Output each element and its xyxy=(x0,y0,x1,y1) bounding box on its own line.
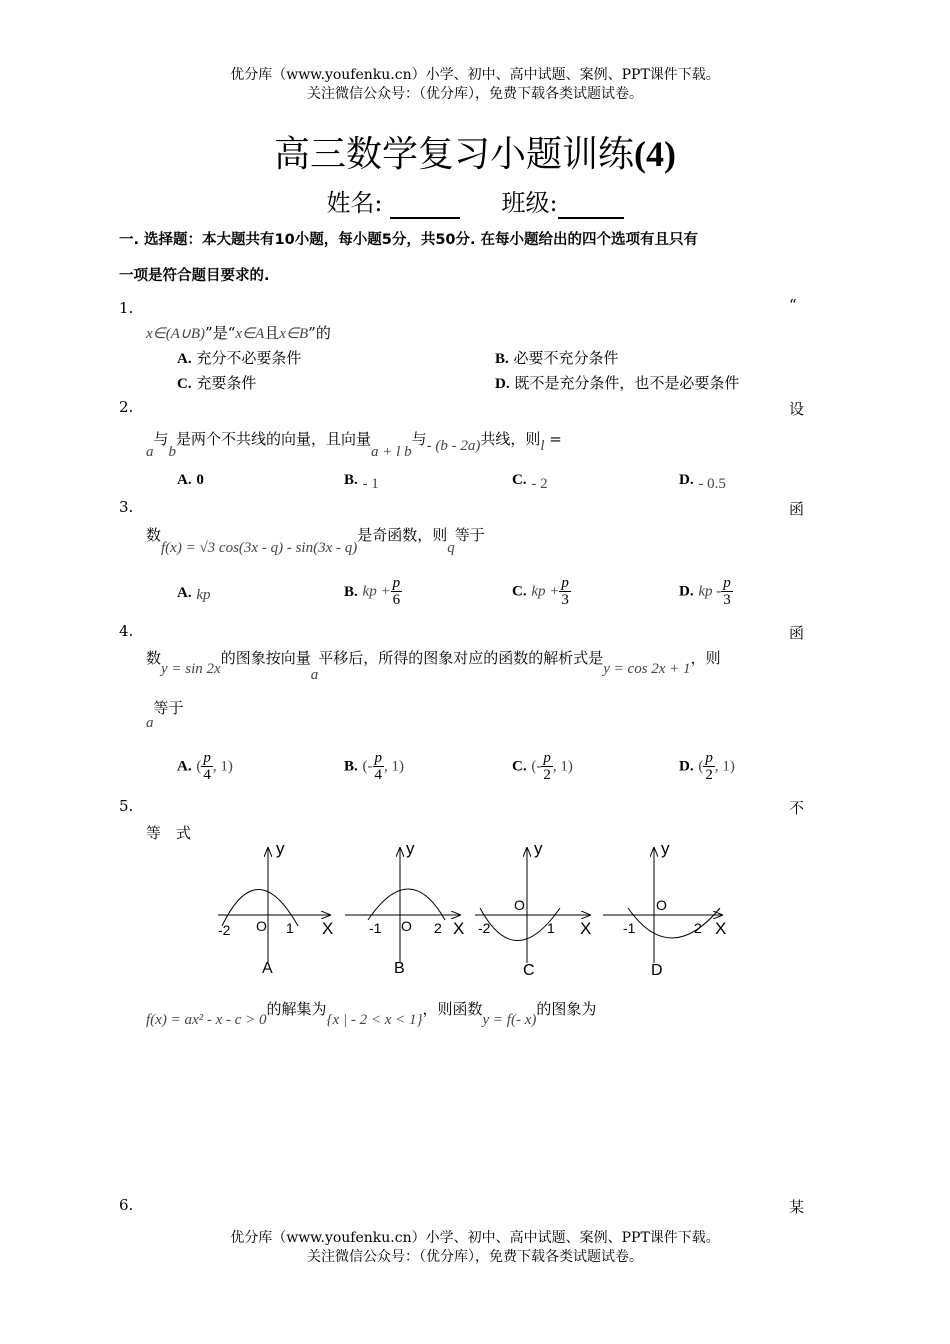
option-d[interactable] xyxy=(495,372,739,393)
question-number: 3. xyxy=(119,498,134,516)
question-lead: 不 xyxy=(789,799,805,817)
option-label: A. xyxy=(177,351,192,367)
option-text: 0 xyxy=(196,472,204,488)
x-axis-label: X xyxy=(580,919,592,938)
option-a[interactable] xyxy=(177,347,301,368)
math-expression: - (b - 2a) xyxy=(426,438,481,454)
math-expression: f(x) = ax² - x - c > 0 xyxy=(146,1012,267,1028)
stem-text: 的解集为 xyxy=(266,1000,327,1018)
stem-text: 等于 xyxy=(454,526,485,544)
math-expression: l xyxy=(540,438,545,454)
math-expression: x∈(A∪B) xyxy=(146,326,206,342)
x-axis-label: X xyxy=(715,919,727,938)
graph-label: D xyxy=(651,962,663,979)
option-text: , 1) xyxy=(552,758,573,775)
graph-c[interactable] xyxy=(475,839,591,979)
option-a[interactable] xyxy=(177,583,211,602)
student-info xyxy=(0,183,950,219)
math-expression: q xyxy=(447,540,455,556)
option-text: - 0.5 xyxy=(698,476,726,492)
tick-label: 1 xyxy=(286,920,294,936)
option-b[interactable] xyxy=(495,347,619,368)
fraction: $\frac{p}{3}$ xyxy=(723,575,731,608)
option-c[interactable] xyxy=(177,372,256,393)
option-d[interactable] xyxy=(679,575,733,608)
tick-label: -2 xyxy=(218,922,231,938)
graph-label: C xyxy=(523,962,535,979)
question-stem xyxy=(146,428,562,460)
question-lead: “ xyxy=(789,296,797,314)
stem-text: ”的 xyxy=(308,324,331,342)
question-number: 2. xyxy=(119,398,134,416)
origin-label: O xyxy=(656,897,667,913)
math-expression: y = cos 2x + 1 xyxy=(603,661,691,677)
option-label: D. xyxy=(679,758,694,775)
option-a[interactable] xyxy=(177,470,204,489)
stem-text: 是奇函数，则 xyxy=(357,526,448,544)
math-expression: a + l b xyxy=(371,444,412,460)
answer-graphs xyxy=(210,838,740,983)
option-label: D. xyxy=(679,472,694,488)
origin-label: O xyxy=(256,918,267,934)
option-c[interactable] xyxy=(512,470,548,492)
stem-text: 数 xyxy=(146,649,162,667)
option-label: B. xyxy=(344,758,358,775)
tick-label: -2 xyxy=(478,920,491,936)
question-lead: 函 xyxy=(789,624,805,642)
option-label: B. xyxy=(344,583,358,600)
option-text: 既不是充分条件，也不是必要条件 xyxy=(514,374,740,392)
question-stem-2 xyxy=(146,998,597,1028)
option-label: C. xyxy=(512,472,527,488)
question-number: 1. xyxy=(119,299,134,317)
tick-label: 1 xyxy=(547,920,555,936)
stem-text: 且 xyxy=(264,324,280,342)
option-b[interactable] xyxy=(344,750,404,783)
option-b[interactable] xyxy=(344,470,379,492)
stem-text: 数 xyxy=(146,526,162,544)
option-text: , 1) xyxy=(212,758,233,775)
option-text: 必要不充分条件 xyxy=(513,349,619,367)
name-label: 姓名: xyxy=(326,189,383,217)
tick-label: 2 xyxy=(694,920,702,936)
option-label: D. xyxy=(495,376,510,392)
tick-label: -1 xyxy=(369,920,382,936)
math-expression: x∈B xyxy=(279,326,309,342)
stem-text: 共线，则 xyxy=(480,430,541,448)
y-axis-label: y xyxy=(534,839,543,858)
option-text: 充要条件 xyxy=(196,374,257,392)
math-expression: a xyxy=(310,667,319,683)
option-text: kp - xyxy=(698,583,722,600)
question-stem xyxy=(146,322,331,343)
option-text: - 1 xyxy=(362,476,379,492)
option-text: kp + xyxy=(531,583,560,600)
stem-text: 等于 xyxy=(153,699,184,717)
fraction: $\frac{p}{4}$ xyxy=(203,750,211,783)
y-axis-label: y xyxy=(661,839,670,858)
option-text: kp xyxy=(196,587,211,603)
math-expression: b xyxy=(168,444,177,460)
footer-line-2: 关注微信公众号：（优分库），免费下载各类试题试卷。 xyxy=(307,1249,643,1265)
footer-line-1: 优分库（www.youfenku.cn）小学、初中、高中试题、案例、PPT课件下载。 xyxy=(230,1230,720,1246)
math-expression: y = f(- x) xyxy=(482,1012,537,1028)
tick-label: 2 xyxy=(434,920,442,936)
math-expression: f(x) = √3 cos(3x - q) - sin(3x - q) xyxy=(161,540,358,556)
option-text: , 1) xyxy=(714,758,735,775)
title-number: (4) xyxy=(634,134,676,174)
fraction: $\frac{p}{4}$ xyxy=(374,750,383,783)
graph-label: B xyxy=(394,960,405,977)
x-axis-label: X xyxy=(322,919,334,938)
page-title xyxy=(0,126,950,177)
section-heading-line-2: 一项是符合题目要求的. xyxy=(119,268,270,284)
option-d[interactable] xyxy=(679,750,735,783)
stem-text: ，则 xyxy=(690,649,721,667)
graph-d[interactable] xyxy=(603,839,726,979)
option-text: - 2 xyxy=(531,476,548,492)
question-stem xyxy=(146,647,721,683)
option-c[interactable] xyxy=(512,575,571,608)
question-stem-2 xyxy=(146,697,184,731)
fraction: $\frac{p}{2}$ xyxy=(543,750,551,783)
option-label: A. xyxy=(177,585,192,601)
graph-b[interactable] xyxy=(345,839,464,977)
question-number: 6. xyxy=(119,1196,134,1214)
question-stem: 等 式 xyxy=(146,824,192,842)
tick-label: -1 xyxy=(623,920,636,936)
math-expression: a xyxy=(146,444,154,460)
question-lead: 某 xyxy=(789,1198,805,1216)
option-label: C. xyxy=(177,376,192,392)
stem-text: 的图象为 xyxy=(536,1000,597,1018)
option-text: , 1) xyxy=(384,758,405,775)
math-expression: y = sin 2x xyxy=(161,661,221,677)
option-label: D. xyxy=(679,583,694,600)
math-expression: {x | - 2 < x < 1} xyxy=(326,1012,423,1028)
stem-text: 与 xyxy=(153,430,169,448)
y-axis-label: y xyxy=(276,839,285,858)
header-line-1: 优分库（www.youfenku.cn）小学、初中、高中试题、案例、PPT课件下载。 xyxy=(230,67,720,83)
option-text: ( xyxy=(698,758,704,775)
class-blank[interactable] xyxy=(558,189,624,219)
option-label: B. xyxy=(344,472,358,488)
option-label: A. xyxy=(177,472,192,488)
option-label: C. xyxy=(512,583,527,600)
origin-label: O xyxy=(514,897,525,913)
option-text: kp + xyxy=(362,583,391,600)
name-blank[interactable] xyxy=(390,189,460,219)
section-heading-line-1: 一. 选择题：本大题共有10小题，每小题5分，共50分. 在每小题给出的四个选项有且只有 xyxy=(119,232,699,248)
stem-text: ”是“ xyxy=(205,324,236,342)
stem-text: 与 xyxy=(411,430,427,448)
question-lead: 函 xyxy=(789,500,805,518)
option-d[interactable] xyxy=(679,470,726,492)
question-number: 4. xyxy=(119,622,134,640)
class-label: 班级: xyxy=(501,189,558,217)
option-text: 充分不必要条件 xyxy=(196,349,302,367)
title-text: 高三数学复习小题训练 xyxy=(274,134,635,175)
fraction: $\frac{p}{2}$ xyxy=(705,750,713,783)
question-lead: 设 xyxy=(789,400,805,418)
fraction: $\frac{p}{6}$ xyxy=(392,575,401,608)
x-axis-label: X xyxy=(453,919,465,938)
stem-text: = xyxy=(549,430,562,448)
origin-label: O xyxy=(401,918,412,934)
option-text: (- xyxy=(531,758,542,775)
option-a[interactable] xyxy=(177,750,233,783)
fraction: $\frac{p}{3}$ xyxy=(561,575,569,608)
question-number: 5. xyxy=(119,797,134,815)
graph-label: A xyxy=(262,960,273,977)
header-line-2: 关注微信公众号：（优分库），免费下载各类试题试卷。 xyxy=(307,86,643,102)
question-stem xyxy=(146,524,485,556)
option-label: A. xyxy=(177,758,192,775)
option-c[interactable] xyxy=(512,750,573,783)
option-b[interactable] xyxy=(344,575,402,608)
math-expression: a xyxy=(146,715,154,731)
stem-text: ，则函数 xyxy=(422,1000,483,1018)
stem-text: 平移后，所得的图象对应的函数的解析式是 xyxy=(318,649,604,667)
y-axis-label: y xyxy=(406,839,415,858)
option-text: (- xyxy=(362,758,373,775)
option-text: ( xyxy=(196,758,202,775)
stem-text: 的图象按向量 xyxy=(220,649,311,667)
stem-text: 是两个不共线的向量，且向量 xyxy=(176,430,372,448)
graph-a[interactable] xyxy=(218,839,333,977)
option-label: B. xyxy=(495,351,509,367)
math-expression: x∈A xyxy=(235,326,265,342)
option-label: C. xyxy=(512,758,527,775)
